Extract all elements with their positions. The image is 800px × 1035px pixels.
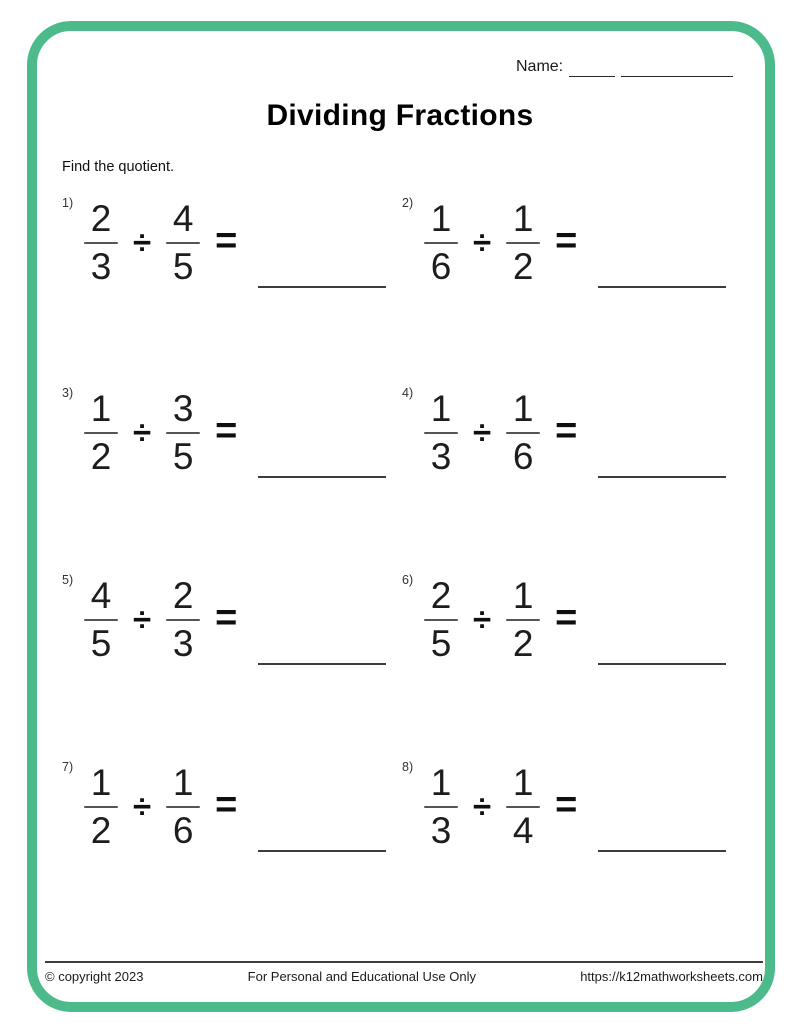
equals-sign: =	[555, 219, 578, 262]
equals-sign: =	[555, 409, 578, 452]
footer	[45, 969, 763, 984]
fraction-bar	[424, 806, 458, 809]
problem-8	[400, 758, 732, 880]
denominator: 5	[172, 436, 194, 478]
numerator: 1	[430, 388, 452, 429]
problem-5	[60, 571, 392, 693]
fraction-bar	[424, 432, 458, 435]
answer-line[interactable]	[598, 850, 726, 852]
expression	[60, 194, 392, 286]
denominator: 6	[172, 810, 194, 852]
denominator: 4	[512, 810, 534, 852]
answer-line[interactable]	[598, 476, 726, 478]
dividend-fraction	[424, 577, 458, 663]
denominator: 2	[90, 436, 112, 478]
equals-sign: =	[215, 596, 238, 639]
dividend-fraction	[84, 390, 118, 476]
problem-number: 3)	[62, 386, 74, 400]
denominator: 6	[430, 246, 452, 288]
denominator: 3	[430, 436, 452, 478]
divide-sign: ÷	[473, 224, 492, 262]
answer-line[interactable]	[258, 663, 386, 665]
equals-sign: =	[555, 783, 578, 826]
divisor-fraction	[506, 764, 540, 850]
denominator: 3	[430, 810, 452, 852]
numerator: 1	[90, 388, 112, 429]
expression	[400, 758, 732, 850]
problem-3	[60, 384, 392, 506]
footer-copyright: © copyright 2023	[45, 969, 144, 984]
fraction-bar	[506, 242, 540, 245]
denominator: 2	[512, 246, 534, 288]
dividend-fraction	[424, 200, 458, 286]
divide-sign: ÷	[133, 788, 152, 826]
equals-sign: =	[215, 409, 238, 452]
answer-line[interactable]	[258, 286, 386, 288]
problem-number: 2)	[402, 196, 414, 210]
numerator: 1	[512, 198, 534, 239]
problem-6	[400, 571, 732, 693]
expression	[400, 194, 732, 286]
fraction-bar	[506, 619, 540, 622]
numerator: 1	[90, 762, 112, 803]
dividend-fraction	[424, 390, 458, 476]
expression	[60, 758, 392, 850]
name-label: Name:	[516, 58, 564, 75]
numerator: 1	[430, 198, 452, 239]
divisor-fraction	[166, 577, 200, 663]
expression	[400, 571, 732, 663]
fraction-bar	[84, 432, 118, 435]
problem-number: 4)	[402, 386, 414, 400]
divisor-fraction	[166, 764, 200, 850]
footer-usage-note: For Personal and Educational Use Only	[247, 969, 477, 984]
footer-url: https://k12mathworksheets.com	[580, 969, 763, 984]
divide-sign: ÷	[133, 224, 152, 262]
denominator: 5	[430, 623, 452, 665]
dividend-fraction	[84, 764, 118, 850]
answer-line[interactable]	[598, 663, 726, 665]
numerator: 1	[512, 388, 534, 429]
name-blank-line[interactable]	[569, 56, 615, 77]
numerator: 1	[172, 762, 194, 803]
dividend-fraction	[84, 577, 118, 663]
numerator: 2	[430, 575, 452, 616]
problem-number: 5)	[62, 573, 74, 587]
numerator: 3	[172, 388, 194, 429]
denominator: 2	[512, 623, 534, 665]
footer-divider	[45, 961, 763, 963]
denominator: 3	[90, 246, 112, 288]
numerator: 2	[172, 575, 194, 616]
instruction-text: Find the quotient.	[62, 159, 175, 175]
divide-sign: ÷	[133, 414, 152, 452]
problem-7	[60, 758, 392, 880]
equals-sign: =	[215, 783, 238, 826]
denominator: 6	[512, 436, 534, 478]
divide-sign: ÷	[473, 788, 492, 826]
fraction-bar	[506, 806, 540, 809]
problem-number: 6)	[402, 573, 414, 587]
expression	[60, 384, 392, 476]
page-title: Dividing Fractions	[266, 99, 534, 132]
fraction-bar	[424, 242, 458, 245]
expression	[400, 384, 732, 476]
answer-line[interactable]	[598, 286, 726, 288]
denominator: 2	[90, 810, 112, 852]
fraction-bar	[84, 619, 118, 622]
numerator: 4	[90, 575, 112, 616]
divide-sign: ÷	[473, 414, 492, 452]
divisor-fraction	[506, 577, 540, 663]
name-field	[516, 56, 733, 77]
expression	[60, 571, 392, 663]
fraction-bar	[166, 619, 200, 622]
fraction-bar	[84, 242, 118, 245]
equals-sign: =	[215, 219, 238, 262]
problem-number: 1)	[62, 196, 74, 210]
fraction-bar	[166, 806, 200, 809]
dividend-fraction	[84, 200, 118, 286]
problem-number: 8)	[402, 760, 414, 774]
fraction-bar	[506, 432, 540, 435]
denominator: 5	[90, 623, 112, 665]
fraction-bar	[424, 619, 458, 622]
numerator: 2	[90, 198, 112, 239]
divisor-fraction	[166, 200, 200, 286]
equals-sign: =	[555, 596, 578, 639]
divide-sign: ÷	[133, 601, 152, 639]
problem-number: 7)	[62, 760, 74, 774]
denominator: 5	[172, 246, 194, 288]
answer-line[interactable]	[258, 476, 386, 478]
numerator: 1	[512, 575, 534, 616]
numerator: 4	[172, 198, 194, 239]
divisor-fraction	[506, 390, 540, 476]
problem-1	[60, 194, 392, 316]
numerator: 1	[512, 762, 534, 803]
numerator: 1	[430, 762, 452, 803]
divisor-fraction	[166, 390, 200, 476]
fraction-bar	[166, 432, 200, 435]
name-blank-line[interactable]	[621, 56, 733, 77]
divide-sign: ÷	[473, 601, 492, 639]
fraction-bar	[166, 242, 200, 245]
answer-line[interactable]	[258, 850, 386, 852]
divisor-fraction	[506, 200, 540, 286]
problem-4	[400, 384, 732, 506]
denominator: 3	[172, 623, 194, 665]
dividend-fraction	[424, 764, 458, 850]
fraction-bar	[84, 806, 118, 809]
problem-2	[400, 194, 732, 316]
